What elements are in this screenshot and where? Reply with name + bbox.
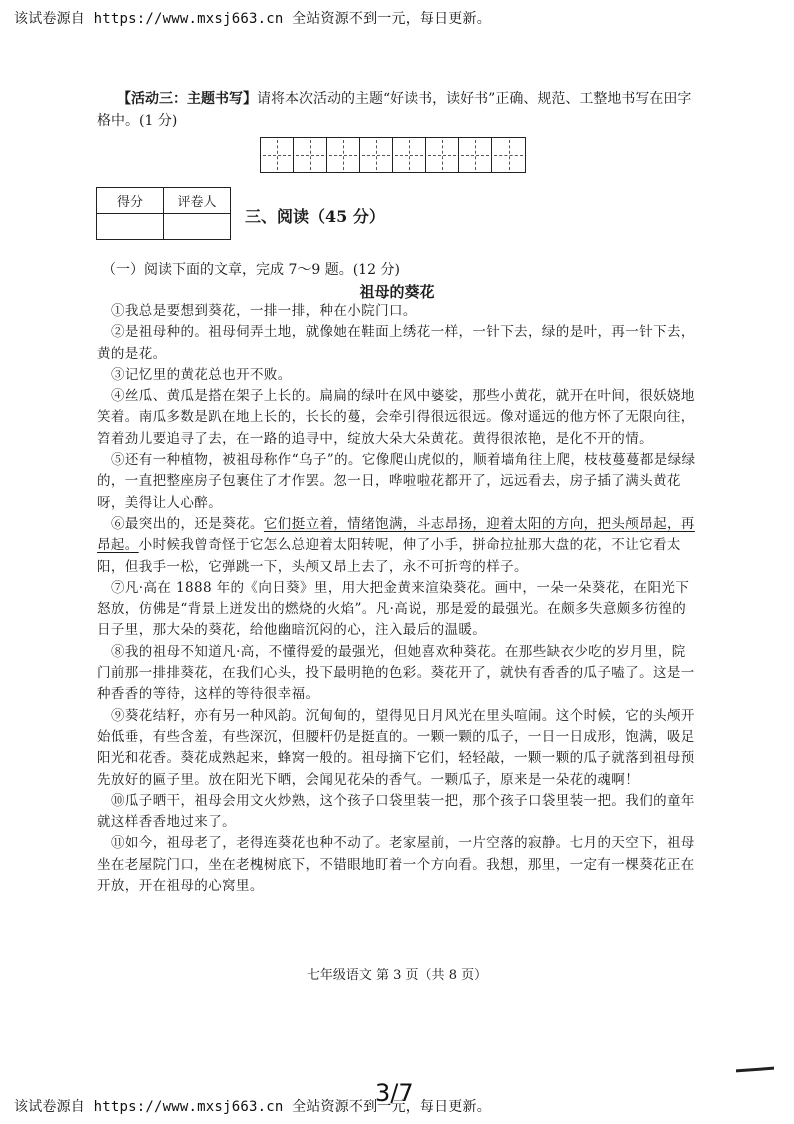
paragraph-3: ③记忆里的黄花总也开不败。 xyxy=(111,366,292,383)
grader-header: 评卷人 xyxy=(164,188,231,214)
page-number: 3/7 xyxy=(375,1079,414,1107)
paragraph-6 xyxy=(97,514,697,578)
watermark-bottom: 该试卷源自 https://www.mxsj663.cn 全站资源不到一元，每日更新。 xyxy=(14,1099,491,1115)
activity-text: 请将本次活动的主题“好读书，读好书”正确、规范、工整地书写在田字格中。(1 分) xyxy=(97,91,692,129)
tianzi-cell[interactable] xyxy=(426,138,459,172)
paragraph-11: ⑪如今，祖母老了，老得连葵花也种不动了。老家屋前，一片空落的寂静。七月的天空下，祖母坐在老屋院门口，坐在老槐树底下，不错眼地盯着一个方向看。我想，那里，一定有一棵葵花正在开放，开在祖母的心窝里。 xyxy=(97,835,695,895)
paragraph-7: ⑦凡·高在 1888 年的《向日葵》里，用大把金黄来渲染葵花。画中，一朵一朵葵花，在阳光下怒放，仿佛是“背景上迸发出的燃烧的火焰”。凡·高说，那是爱的最强光。在颇多失意颇多彷徨的日子里，那大朵的葵花，给他幽暗沉闷的心，注入最后的温暖。 xyxy=(97,579,690,639)
paragraph-2: ②是祖母种的。祖母伺弄土地，就像她在鞋面上绣花一样，一针下去，绿的是叶，再一针下去，黄的是花。 xyxy=(97,324,695,362)
activity-label: 【活动三：主题书写】 xyxy=(117,91,257,107)
tianzi-cell[interactable] xyxy=(327,138,360,172)
edge-mark xyxy=(736,1067,774,1073)
score-cell[interactable] xyxy=(97,214,164,240)
paragraph-6-tail: 小时候我曾奇怪于它怎么总迎着太阳转呢，伸了小手，拼命拉扯那大盘的花，不让它看太阳，但我手一松，它弹跳一下，头颅又昂上去了，永不可折弯的样子。 xyxy=(97,537,681,575)
paragraph-1: ①我总是要想到葵花，一排一排，种在小院门口。 xyxy=(111,303,417,319)
paragraph-10: ⑩瓜子晒干，祖母会用文火炒熟，这个孩子口袋里装一把，那个孩子口袋里装一把。我们的童年就这样香香地过来了。 xyxy=(97,792,695,831)
tianzi-cell[interactable] xyxy=(294,138,327,172)
grader-cell[interactable] xyxy=(164,214,231,240)
paragraph-6-lead: ⑥最突出的，还是葵花。 xyxy=(111,515,264,532)
section-title: 三、阅读（45 分） xyxy=(245,207,385,226)
tianzi-cell[interactable] xyxy=(492,138,525,172)
tianzi-grid[interactable] xyxy=(260,137,526,173)
score-table xyxy=(96,187,231,240)
article-title: 祖母的葵花 xyxy=(359,283,435,301)
activity-three-instruction xyxy=(97,88,697,132)
paragraph-4: ④丝瓜、黄瓜是搭在架子上长的。扁扁的绿叶在风中婆娑，那些小黄花，就开在叶间，很妖娆地笑着。南瓜多数是趴在地上长的，长长的蔓，会牵引得很远很远。像对遥远的他方怀了无限向往，笤着劲儿要追寻了去，在一路的追寻中，绽放大朵大朵黄花。黄得很浓艳，是化不开的情。 xyxy=(97,388,695,447)
paragraph-8: ⑧我的祖母不知道凡·高，不懂得爱的最强光，但她喜欢种葵花。在那些缺衣少吃的岁月里，院门前那一排排葵花，在我们心头，投下最明艳的色彩。葵花开了，就快有香香的瓜子嗑了。这是一种香香的等待，这样的等待很幸福。 xyxy=(97,643,695,703)
tianzi-cell[interactable] xyxy=(393,138,426,172)
paragraph-5: ⑤还有一种植物，被祖母称作“乌子”的。它像爬山虎似的，顺着墙角往上爬，枝枝蔓蔓都是绿绿的，一直把整座房子包裹住了才作罢。忽一日，哗啦啦花都开了，远远看去，房子插了满头黄花呀，美得让人心醉。 xyxy=(97,452,696,511)
article-body xyxy=(97,301,697,897)
paragraph-9: ⑨葵花结籽，亦有另一种风韵。沉甸甸的，望得见日月风光在里头喧闹。这个时候，它的头颅开始低垂，有些含羞，有些深沉，但腰杆仍是挺直的。一颗一颗的瓜子，一日一日成形，饱满，吸足阳光和花香。葵花成熟起来，蜂窝一般的。祖母摘下它们，轻轻敲，一颗一颗的瓜子就落到祖母预先放好的匾子里。放在阳光下晒，会闻见花朵的香气。一颗瓜子，原来是一朵花的魂啊！ xyxy=(97,707,695,788)
tianzi-cell[interactable] xyxy=(261,138,294,172)
tianzi-cell[interactable] xyxy=(459,138,492,172)
paragraph-6-underlined-sentence: 它们挺立着，情绪饱满，斗志昂扬，迎着太阳的方向，把头颅昂起，再昂起。 xyxy=(97,515,695,554)
passage-intro: （一）阅读下面的文章，完成 7～9 题。(12 分) xyxy=(102,262,400,278)
tianzi-cell[interactable] xyxy=(360,138,393,172)
watermark-top: 该试卷源自 https://www.mxsj663.cn 全站资源不到一元，每日更新。 xyxy=(14,11,491,27)
page-footer: 七年级语文 第 3 页（共 8 页） xyxy=(306,968,488,983)
score-header: 得分 xyxy=(97,188,164,214)
